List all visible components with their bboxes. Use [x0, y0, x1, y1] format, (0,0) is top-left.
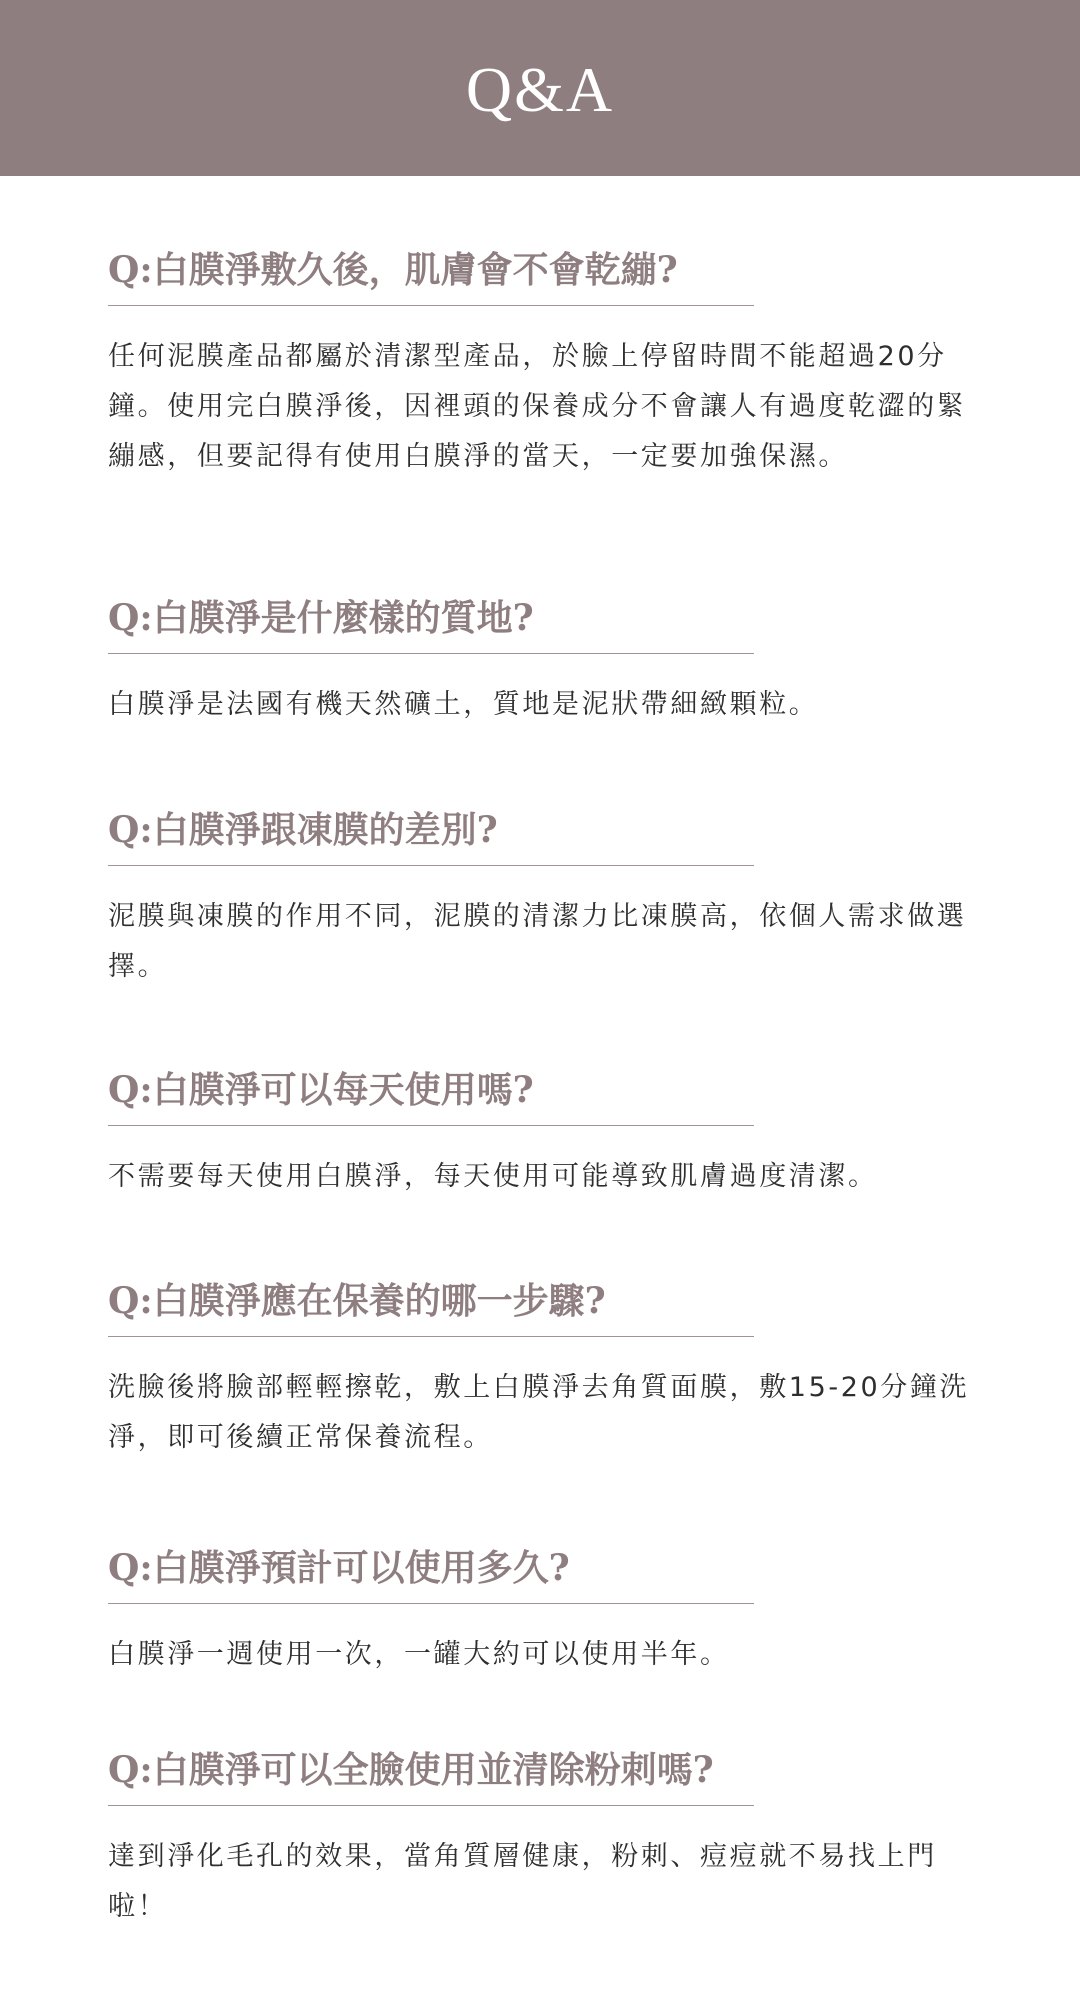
answer-text: 白膜淨一週使用一次，一罐大約可以使用半年。 [108, 1639, 730, 1670]
question-divider [108, 305, 754, 306]
question-divider [108, 1336, 754, 1337]
qa-item-4 [108, 1065, 978, 1202]
answer-text: 不需要每天使用白膜淨，每天使用可能導致肌膚過度清潔。 [108, 1161, 878, 1192]
question-divider [108, 653, 754, 654]
qa-item-2 [108, 593, 978, 730]
answer-text: 任何泥膜產品都屬於清潔型產品，於臉上停留時間不能超過20分鐘。使用完白膜淨後，因裡頭的保養成分不會讓人有過度乾澀的緊繃感，但要記得有使用白膜淨的當天，一定要加強保濕。 [108, 341, 967, 472]
question-heading: Q:白膜淨敷久後，肌膚會不會乾繃? [108, 249, 678, 291]
qa-item-6 [108, 1543, 978, 1680]
qa-header-banner [0, 0, 1080, 176]
question-divider [108, 1125, 754, 1126]
question-heading: Q:白膜淨是什麼樣的質地? [108, 597, 534, 639]
page-title: Q&A [465, 54, 615, 125]
question-heading: Q:白膜淨可以全臉使用並清除粉刺嗎? [108, 1749, 714, 1791]
question-heading: Q:白膜淨跟凍膜的差別? [108, 809, 498, 851]
question-heading: Q:白膜淨可以每天使用嗎? [108, 1069, 534, 1111]
qa-item-5 [108, 1276, 978, 1463]
qa-item-7 [108, 1745, 978, 1932]
question-divider [108, 865, 754, 866]
qa-item-3 [108, 805, 978, 992]
answer-text: 達到淨化毛孔的效果，當角質層健康，粉刺、痘痘就不易找上門啦！ [108, 1841, 937, 1922]
answer-text: 白膜淨是法國有機天然礦土，質地是泥狀帶細緻顆粒。 [108, 689, 819, 720]
answer-text: 洗臉後將臉部輕輕擦乾，敷上白膜淨去角質面膜，敷15-20分鐘洗淨，即可後續正常保養流程。 [108, 1372, 970, 1453]
question-divider [108, 1603, 754, 1604]
answer-text: 泥膜與凍膜的作用不同，泥膜的清潔力比凍膜高，依個人需求做選擇。 [108, 901, 967, 982]
question-heading: Q:白膜淨應在保養的哪一步驟? [108, 1280, 606, 1322]
qa-item-1 [108, 245, 978, 482]
question-divider [108, 1805, 754, 1806]
question-heading: Q:白膜淨預計可以使用多久? [108, 1547, 570, 1589]
